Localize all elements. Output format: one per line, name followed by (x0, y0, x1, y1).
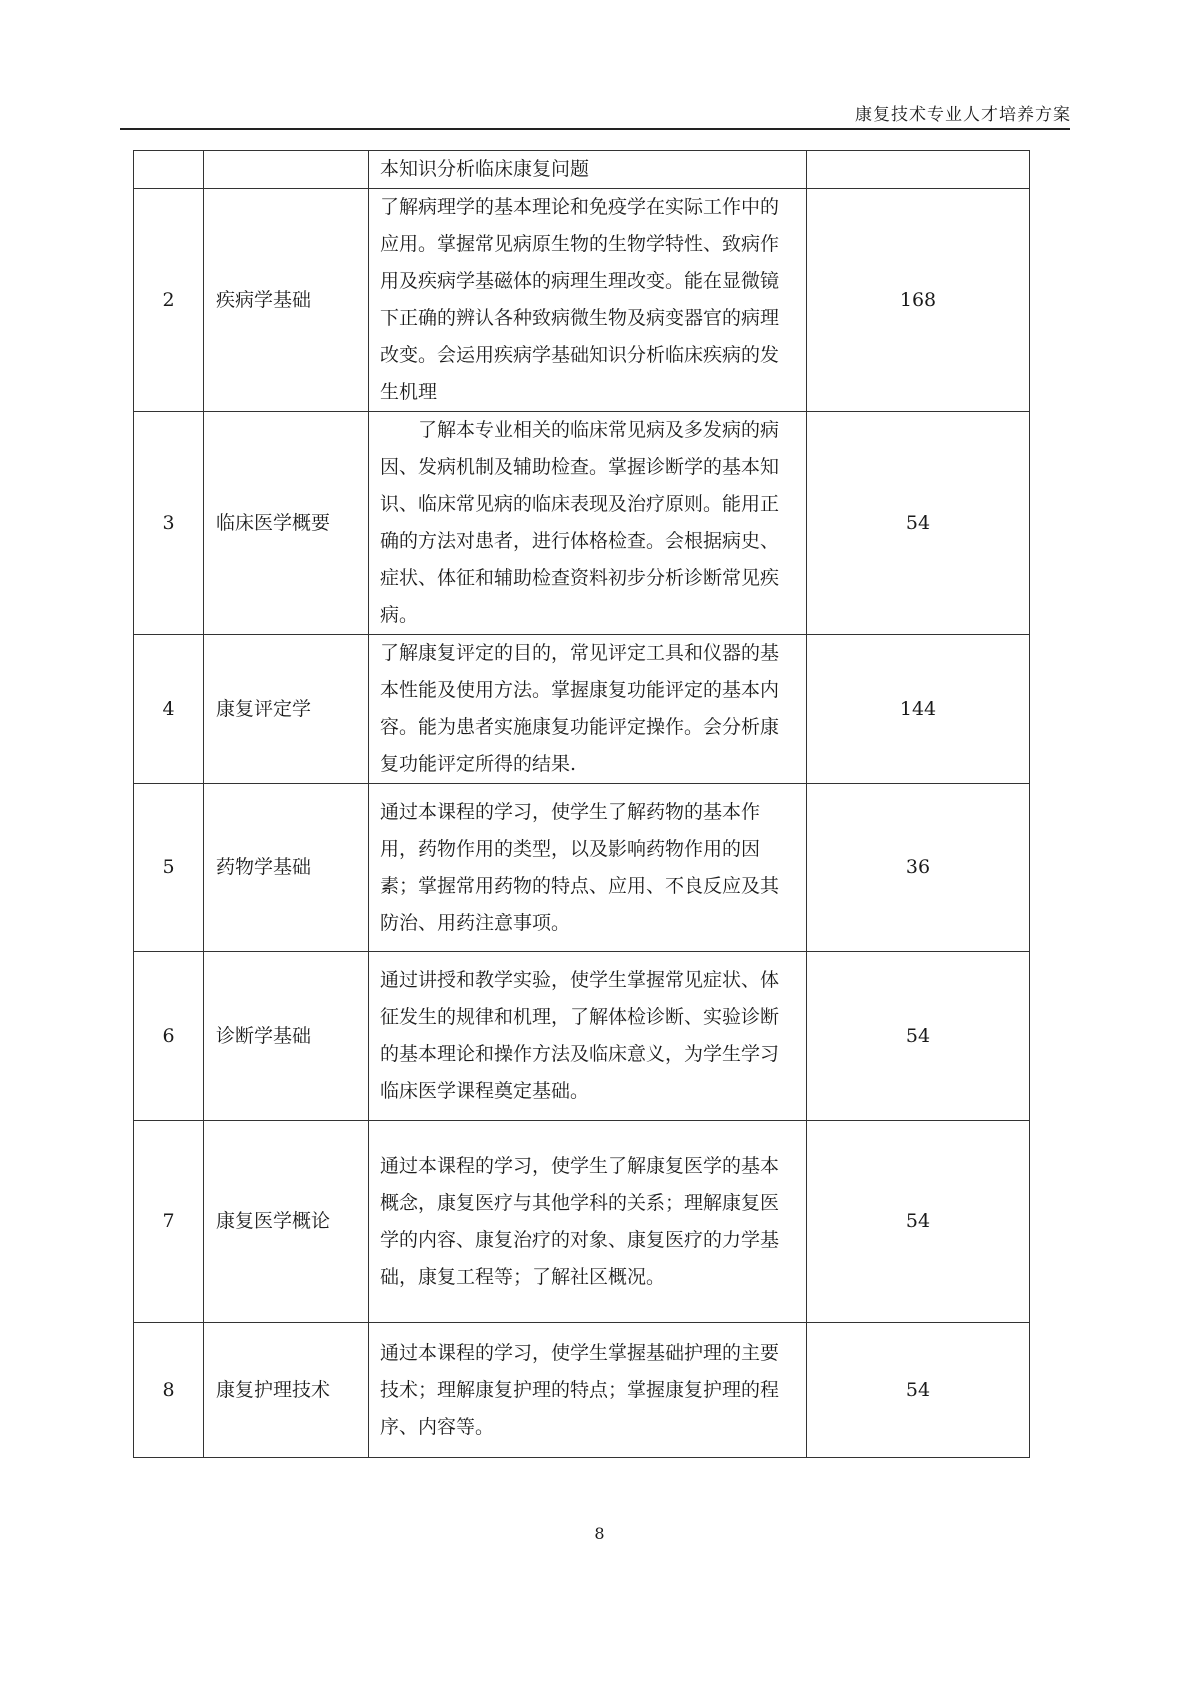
course-number: 6 (134, 952, 204, 1121)
course-name: 康复护理技术 (204, 1323, 369, 1458)
course-hours: 36 (807, 784, 1030, 952)
course-name: 康复医学概论 (204, 1121, 369, 1323)
course-description: 通过讲授和教学实验，使学生掌握常见症状、体征发生的规律和机理，了解体检诊断、实验诊断的基本理论和操作方法及临床意义，为学生学习临床医学课程奠定基础。 (369, 952, 807, 1121)
course-hours: 54 (807, 952, 1030, 1121)
table-row (134, 189, 1030, 412)
course-description: 了解本专业相关的临床常见病及多发病的病因、发病机制及辅助检查。掌握诊断学的基本知识、临床常见病的临床表现及治疗原则。能用正确的方法对患者，进行体格检查。会根据病史、症状、体征和辅助检查资料初步分析诊断常见疾病。 (369, 412, 807, 635)
course-hours: 54 (807, 412, 1030, 635)
course-number: 2 (134, 189, 204, 412)
table-row (134, 635, 1030, 784)
course-name: 疾病学基础 (204, 189, 369, 412)
header-title: 康复技术专业人才培养方案 (855, 105, 1071, 125)
course-name: 临床医学概要 (204, 412, 369, 635)
course-hours: 168 (807, 189, 1030, 412)
course-name (204, 151, 369, 189)
table-row (134, 1121, 1030, 1323)
table-row (134, 151, 1030, 189)
page-number: 8 (594, 1524, 605, 1543)
course-number: 5 (134, 784, 204, 952)
course-hours: 54 (807, 1121, 1030, 1323)
table-row (134, 952, 1030, 1121)
course-name: 药物学基础 (204, 784, 369, 952)
course-table (133, 150, 1030, 1458)
course-number: 4 (134, 635, 204, 784)
course-number: 3 (134, 412, 204, 635)
course-number (134, 151, 204, 189)
course-number: 8 (134, 1323, 204, 1458)
course-description: 通过本课程的学习，使学生了解药物的基本作用，药物作用的类型，以及影响药物作用的因素；掌握常用药物的特点、应用、不良反应及其防治、用药注意事项。 (369, 784, 807, 952)
course-description: 通过本课程的学习，使学生掌握基础护理的主要技术；理解康复护理的特点；掌握康复护理的程序、内容等。 (369, 1323, 807, 1458)
course-hours (807, 151, 1030, 189)
course-name: 诊断学基础 (204, 952, 369, 1121)
course-name: 康复评定学 (204, 635, 369, 784)
course-description: 了解病理学的基本理论和免疫学在实际工作中的应用。掌握常见病原生物的生物学特性、致病作用及疾病学基磁体的病理生理改变。能在显微镜下正确的辨认各种致病微生物及病变器官的病理改变。会运用疾病学基础知识分析临床疾病的发生机理 (369, 189, 807, 412)
course-hours: 54 (807, 1323, 1030, 1458)
table-row (134, 412, 1030, 635)
course-hours: 144 (807, 635, 1030, 784)
course-number: 7 (134, 1121, 204, 1323)
table-row (134, 1323, 1030, 1458)
course-description: 本知识分析临床康复问题 (369, 151, 807, 189)
header-rule (120, 128, 1070, 130)
course-description: 通过本课程的学习，使学生了解康复医学的基本概念，康复医疗与其他学科的关系；理解康复医学的内容、康复治疗的对象、康复医疗的力学基础，康复工程等；了解社区概况。 (369, 1121, 807, 1323)
table-row (134, 784, 1030, 952)
course-description: 了解康复评定的目的，常见评定工具和仪器的基本性能及使用方法。掌握康复功能评定的基本内容。能为患者实施康复功能评定操作。会分析康复功能评定所得的结果. (369, 635, 807, 784)
